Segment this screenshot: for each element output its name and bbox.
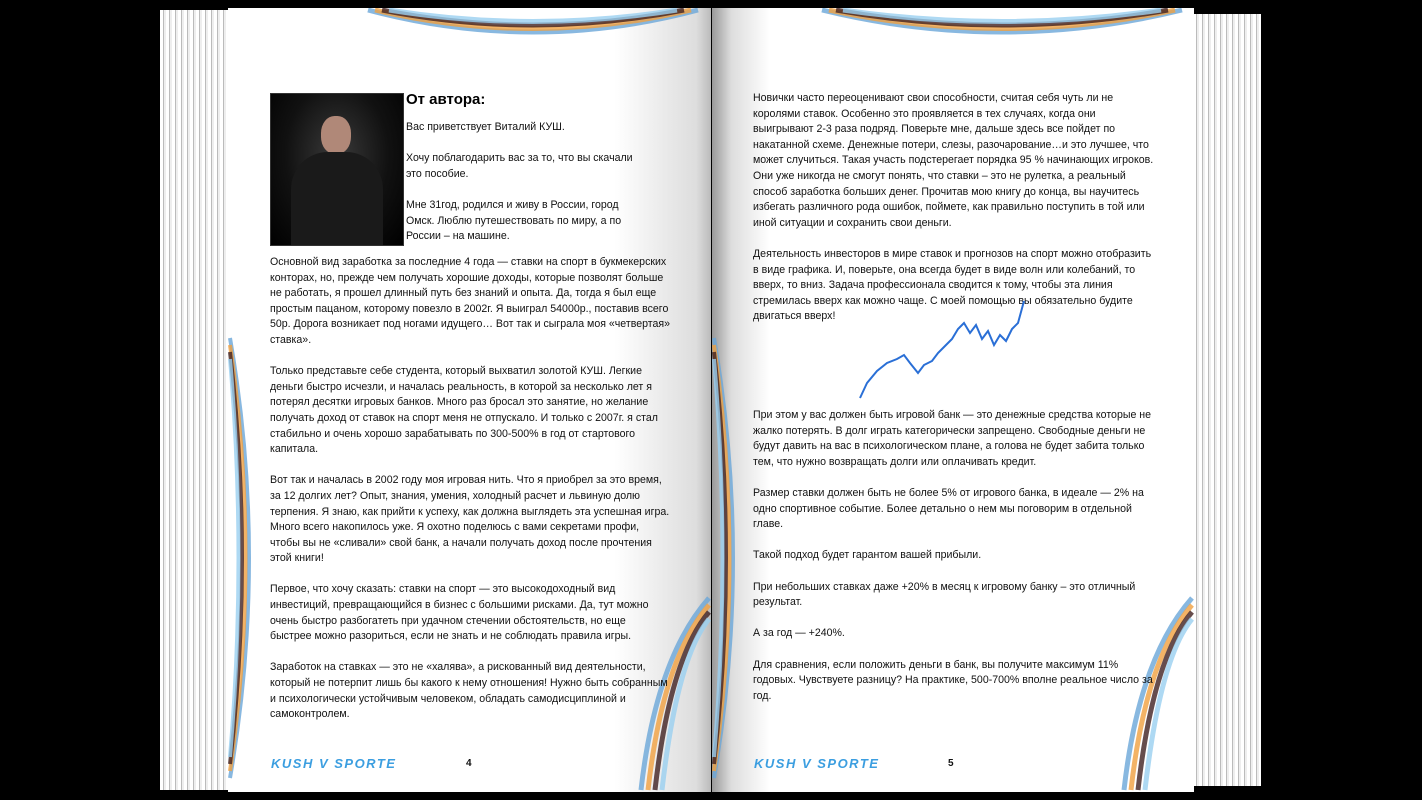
paragraph: Хочу поблагодарить вас за то, что вы скачали это пособие. [406,152,633,180]
body-text-bottom [753,408,1158,704]
footer-logo: KUSH V SPORTE [271,756,397,771]
paragraph: Основной вид заработка за последние 4 года — ставки на спорт в букмекерских конторах, но, прежде чем получать хорошие доходы, которые позволят больше не работать, я прошел длинный путь без знаний и опыта. Да, тогда я был еще простым пацаном, которому повезло в 2002г. Я выиграл 54000р., поставив всего 50р. Дорога возникает под ногами идущего… Вот так и сыграла моя «четвертая» ставка». [270,256,671,346]
page-number: 5 [948,758,954,769]
paragraph: А за год — +240%. [753,627,845,640]
paragraph: При небольших ставках даже +20% в месяц к игровому банку – это отличный результат. [753,580,1136,609]
paragraph: При этом у вас должен быть игровой банк — это денежные средства которые не жалко потерять. В долг играть категорически запрещено. Свободные деньги не будут давить на вас в психологическом плане, а голова не будет забита только тем, что нужно возвращать долги или оплачивать кредит. [753,409,1152,468]
paragraph: Заработок на ставках — это не «халява», а рискованный вид деятельности, который не потерпит лишь бы какого к нему отношения! Нужно быть собранным и психологически устойчивым человеком, обладать самодисциплиной и самоконтролем. [270,661,668,721]
growth-graph-illustration [852,283,1032,403]
page-number: 4 [466,758,472,769]
left-page-stack [160,10,230,790]
page-4[interactable] [228,8,711,792]
author-photo [270,93,404,246]
paragraph: Такой подход будет гарантом вашей прибыли. [753,549,982,562]
page-5[interactable] [712,8,1194,792]
paragraph: Новички часто переоценивают свои способности, считая себя чуть ли не королями ставок. Особенно это проявляется в тех случаях, когда они выигрывают 2-3 раза подряд. Поверьте мне, дальше здесь все пойдет по накатанной схеме. Денежные потери, слезы, разочарование…и это лучшее, что может случиться. Такая участь подстерегает порядка 95 % начинающих игроков. Они уже никогда не смогут понять, что ставки – это не рулетка, а реальный способ заработка больших денег. Прочитав мою книгу до конца, вы научитесь избегать различного рода ошибок, поймете, как правильно поступить в той или иной ситуации и сохранить свои деньги. [753,92,1154,229]
page-heading: От автора: [406,91,486,108]
paragraph: Вас приветствует Виталий КУШ. [406,121,565,133]
paragraph: Деятельность инвесторов в мире ставок и прогнозов на спорт можно отобразить в виде графика. И, поверьте, она всегда будет в виде волн или колебаний, то вверх, то вниз. Задача профессионала сводится к тому, чтобы эта линия стремилась вверх как можно чаще. С моей помощью вы обязательно будите двигаться вверх! [753,247,1152,323]
paragraph: Для сравнения, если положить деньги в банк, вы получите максимум 11% годовых. Чувствуете разницу? На практике, 500-700% вполне реальное число за год. [753,658,1153,702]
author-intro [406,120,641,245]
footer-logo: KUSH V SPORTE [754,756,880,771]
right-page-stack [1193,14,1261,786]
body-text [270,255,670,723]
paragraph: Мне 31год, родился и живу в России, город Омск. Люблю путешествовать по миру, а по России – на машине. [406,198,622,243]
paragraph: Только представьте себе студента, который выхватил золотой КУШ. Легкие деньги быстро исчезли, и началась реальность, в которой за несколько лет я потерял десятки игровых банков. Много раз бросал это занятие, но желание получать доход от ставок на спорт меня не отпускало. И только с 2007г. я стал стабильно и очень хорошо зарабатывать по 300-500% в год от стартового капитала. [270,365,658,456]
graph-line [860,301,1024,398]
paragraph: Вот так и началась в 2002 году моя игровая нить. Что я приобрел за это время, за 12 долгих лет? Опыт, знания, умения, холодный расчет и львиную долю терпения. Я знаю, как прийти к успеху, как должна выглядеть эта успешная игра. Много всего накопилось уже. Я охотно поделюсь с вами секретами профи, чтобы вы не «сливали» свой банк, а начали получать доход после прочтения этой книги! [270,474,670,565]
paragraph: Размер ставки должен быть не более 5% от игрового банка, в идеале — 2% на одно спортивное событие. Более детально о нем мы поговорим в отдельной главе. [753,486,1144,531]
paragraph: Первое, что хочу сказать: ставки на спорт — это высокодоходный вид инвестиций, превращающийся в бизнес с большими рисками. Да, тут можно очень быстро разбогатеть при удачном стечении обстоятельств, но еще быстрее можно разориться, если не знать и не соблюдать правила игры. [270,583,649,643]
